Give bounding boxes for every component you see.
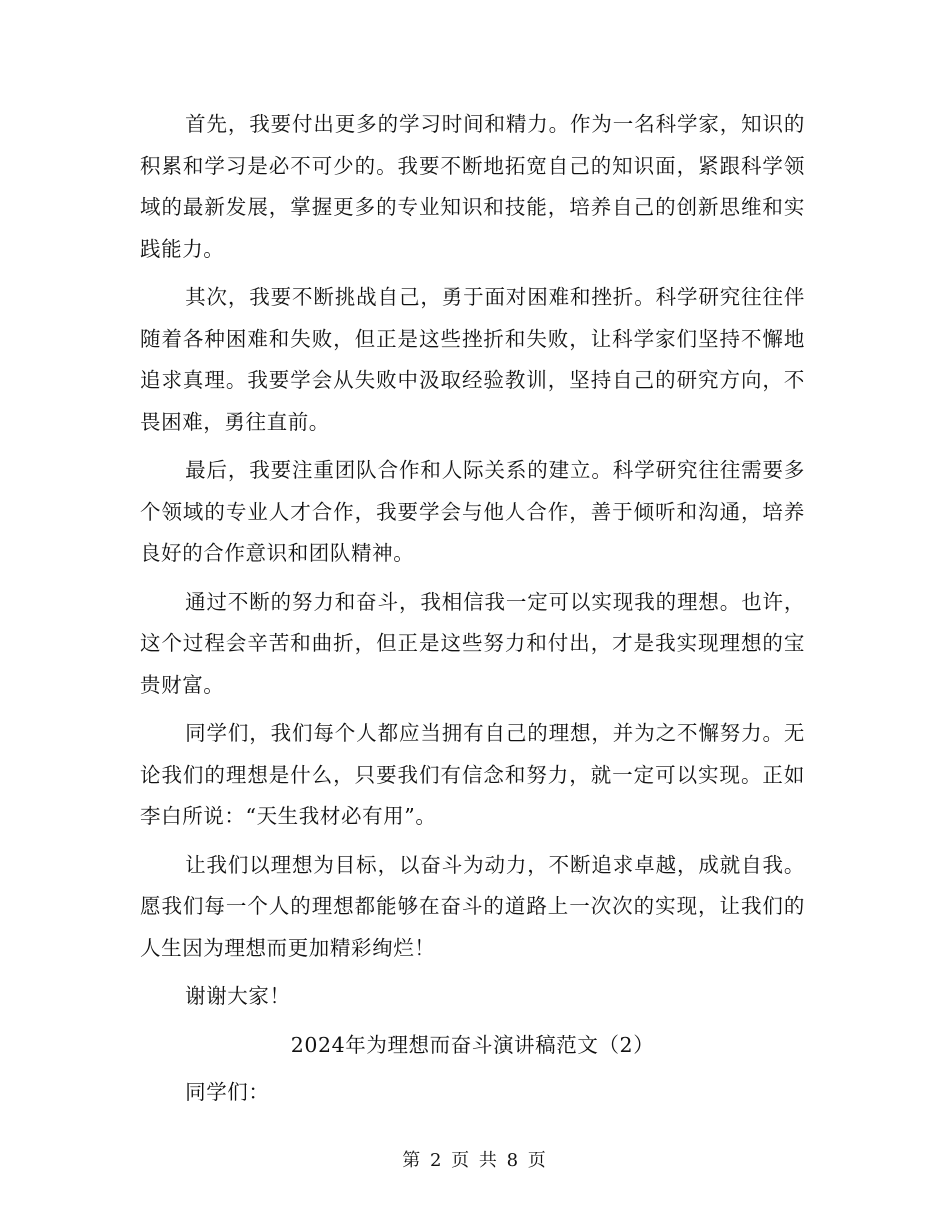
- document-body: [140, 104, 805, 1121]
- paragraph-4: 通过不断的努力和奋斗，我相信我一定可以实现我的理想。也许，这个过程会辛苦和曲折，但正是这些努力和付出，才是我实现理想的宝贵财富。: [140, 589, 805, 697]
- paragraph-1: 首先，我要付出更多的学习时间和精力。作为一名科学家，知识的积累和学习是必不可少的。我要不断地拓宽自己的知识面，紧跟科学领域的最新发展，掌握更多的专业知识和技能，培养自己的创新思维和实践能力。: [140, 112, 805, 261]
- paragraph-2: 其次，我要不断挑战自己，勇于面对困难和挫折。科学研究往往伴随着各种困难和失败，但正是这些挫折和失败，让科学家们坚持不懈地追求真理。我要学会从失败中汲取经验教训，坚持自己的研究方向，不畏困难，勇往直前。: [140, 285, 805, 434]
- paragraph-3: 最后，我要注重团队合作和人际关系的建立。科学研究往往需要多个领域的专业人才合作，我要学会与他人合作，善于倾听和沟通，培养良好的合作意识和团队精神。: [140, 458, 805, 565]
- section-title: 2024年为理想而奋斗演讲稿范文（2）: [290, 1032, 655, 1057]
- greeting: 同学们：: [185, 1080, 270, 1104]
- paragraph-6: 让我们以理想为目标，以奋斗为动力，不断追求卓越，成就自我。愿我们每一个人的理想都能够在奋斗的道路上一次次的实现，让我们的人生因为理想而更加精彩绚烂！: [140, 852, 805, 960]
- page-number-footer: 第 2 页 共 8 页: [402, 1150, 548, 1171]
- paragraph-5: 同学们，我们每个人都应当拥有自己的理想，并为之不懈努力。无论我们的理想是什么，只要我们有信念和努力，就一定可以实现。正如李白所说：“天生我材必有用”。: [140, 721, 805, 828]
- paragraph-7: 谢谢大家！: [185, 984, 291, 1008]
